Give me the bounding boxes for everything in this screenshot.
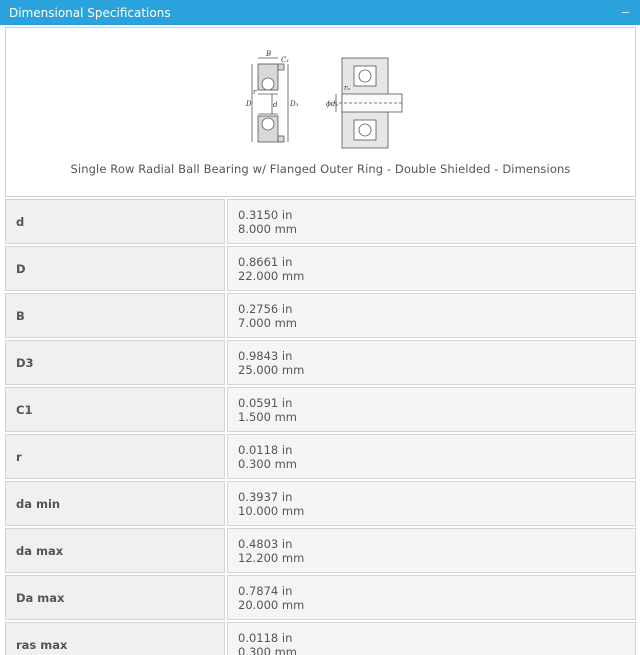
spec-value [227, 575, 636, 620]
spec-label: ras max [5, 622, 225, 655]
spec-value-in: 0.0591 in [238, 395, 293, 410]
spec-value-in: 0.3150 in [238, 207, 293, 222]
spec-value-in: 0.0118 in [238, 630, 293, 645]
spec-label: C1 [5, 387, 225, 432]
spec-label: D3 [5, 340, 225, 385]
spec-value [227, 199, 636, 244]
spec-value [227, 340, 636, 385]
table-row [5, 575, 636, 620]
spec-value [227, 246, 636, 291]
spec-value-in: 0.7874 in [238, 583, 293, 598]
table-row [5, 246, 636, 291]
spec-value-mm: 12.200 mm [238, 550, 305, 565]
specifications-table [5, 199, 636, 655]
spec-value-mm: 25.000 mm [238, 362, 305, 377]
spec-value [227, 481, 636, 526]
spec-value-in: 0.9843 in [238, 348, 293, 363]
spec-value-mm: 0.300 mm [238, 456, 297, 471]
panel-title: Dimensional Specifications [9, 5, 171, 20]
svg-text:B: B [265, 50, 271, 58]
table-row [5, 434, 636, 479]
spec-label: Da max [5, 575, 225, 620]
panel-body [0, 25, 640, 655]
svg-text:r: r [252, 88, 256, 96]
svg-text:C₁: C₁ [280, 56, 289, 64]
spec-value-mm: 10.000 mm [238, 503, 305, 518]
spec-value-in: 0.4803 in [238, 536, 293, 551]
spec-value-mm: 20.000 mm [238, 597, 305, 612]
table-row [5, 293, 636, 338]
spec-label: da min [5, 481, 225, 526]
table-row [5, 199, 636, 244]
spec-value [227, 622, 636, 655]
spec-value-in: 0.8661 in [238, 254, 293, 269]
dimensions-figure [5, 27, 636, 197]
svg-text:D₃: D₃ [289, 100, 298, 108]
spec-value [227, 434, 636, 479]
spec-label: D [5, 246, 225, 291]
figure-caption: Single Row Radial Ball Bearing w/ Flanged Outer Ring - Double Shielded - Dimensions [70, 162, 571, 176]
spec-value-in: 0.2756 in [238, 301, 293, 316]
bearing-dimensions-diagram [236, 50, 406, 150]
svg-text:rₐ: rₐ [343, 84, 350, 92]
spec-value-mm: 22.000 mm [238, 268, 305, 283]
spec-value [227, 387, 636, 432]
spec-label: B [5, 293, 225, 338]
spec-value-mm: 7.000 mm [238, 315, 297, 330]
spec-label: d [5, 199, 225, 244]
svg-text:D: D [245, 100, 252, 108]
spec-value-mm: 1.500 mm [238, 409, 297, 424]
spec-label: r [5, 434, 225, 479]
spec-value [227, 528, 636, 573]
spec-label: da max [5, 528, 225, 573]
panel-header[interactable] [0, 0, 640, 25]
spec-value-in: 0.3937 in [238, 489, 293, 504]
table-row [5, 481, 636, 526]
spec-value-mm: 0.300 mm [238, 644, 297, 655]
table-row [5, 387, 636, 432]
table-row [5, 528, 636, 573]
spec-value-in: 0.0118 in [238, 442, 293, 457]
table-row [5, 340, 636, 385]
spec-value [227, 293, 636, 338]
spec-value-mm: 8.000 mm [238, 221, 297, 236]
table-row [5, 622, 636, 655]
svg-text:ϕdₐ: ϕdₐ [325, 100, 338, 108]
minus-icon[interactable]: − [620, 6, 630, 19]
svg-text:d: d [272, 101, 277, 109]
